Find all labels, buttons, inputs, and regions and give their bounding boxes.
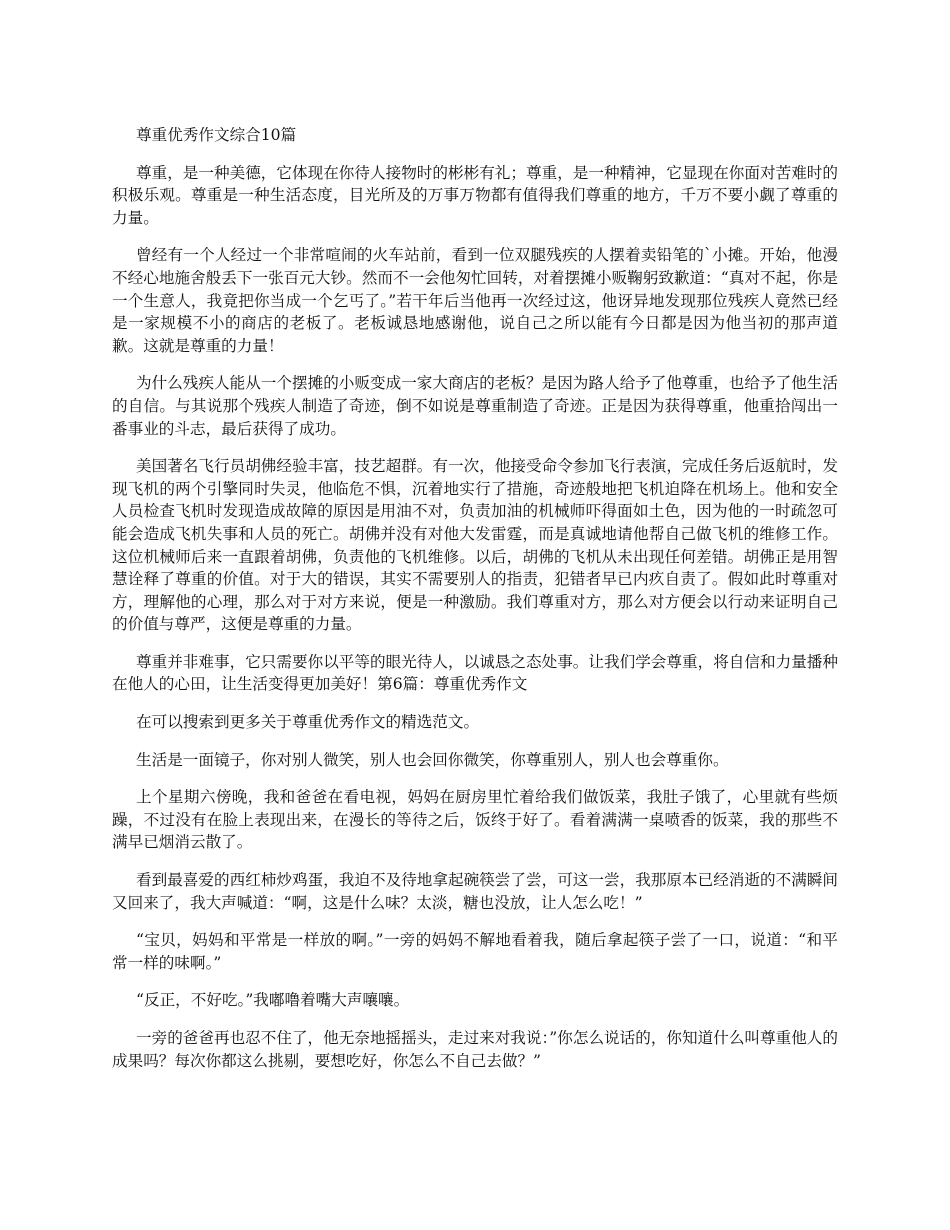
paragraph-9: 看到最喜爱的西红柿炒鸡蛋，我迫不及待地拿起碗筷尝了尝，可这一尝，我那原本已经消逝的不满瞬间又回来了，我大声喊道：“啊，这是什么味？太淡，糖也没放，让人怎么吃！” xyxy=(112,871,838,912)
paragraph-4: 美国著名飞行员胡佛经验丰富，技艺超群。有一次，他接受命令参加飞行表演，完成任务后返航时，发现飞机的两个引擎同时失灵，他临危不惧，沉着地实行了措施，奇迹般地把飞机迫降在机场上。他和安全人员检查飞机时发现造成故障的原因是用油不对，负责加油的机械师吓得面如土色，因为他的一时疏忽可能会造成飞机失事和人员的死亡。胡佛并没有对他大发雷霆，而是真诚地请他帮自己做飞机的维修工作。这位机械师后来一直跟着胡佛，负责他的飞机维修。以后，胡佛的飞机从未出现任何差错。胡佛正是用智慧诠释了尊重的价值。对于大的错误，其实不需要别人的指责，犯错者早已内疚自责了。假如此时尊重对方，理解他的心理，那么对于对方来说，便是一种激励。我们尊重对方，那么对方便会以行动来证明自己的价值与尊严，这便是尊重的力量。 xyxy=(112,457,838,634)
paragraph-2: 曾经有一个人经过一个非常喧闹的火车站前，看到一位双腿残疾的人摆着卖铅笔的`小摊。开始，他漫不经心地施舍般丢下一张百元大钞。然而不一会他匆忙回转，对着摆摊小贩鞠躬致歉道：“真对不起，你是一个生意人，我竟把你当成一个乞丐了。”若干年后当他再一次经过这，他讶异地发现那位残疾人竟然已经是一家规模不小的商店的老板了。老板诚恳地感谢他，说自己之所以能有今日都是因为他当初的那声道歉。这就是尊重的力量！ xyxy=(112,246,838,355)
paragraph-5: 尊重并非难事，它只需要你以平等的眼光待人，以诚恳之态处事。让我们学会尊重，将自信和力量播种在他人的心田，让生活变得更加美好！第6篇：尊重优秀作文 xyxy=(112,652,838,694)
paragraph-3: 为什么残疾人能从一个摆摊的小贩变成一家大商店的老板？是因为路人给予了他尊重，也给予了他生活的自信。与其说那个残疾人制造了奇迹，倒不如说是尊重制造了奇迹。正是因为获得尊重，他重拾闯出一番事业的斗志，最后获得了成功。 xyxy=(112,374,838,438)
paragraph-7: 生活是一面镜子，你对别人微笑，别人也会回你微笑，你尊重别人，别人也会尊重你。 xyxy=(136,750,729,769)
document-title: 尊重优秀作文综合10篇 xyxy=(136,126,297,144)
paragraph-8: 上个星期六傍晚，我和爸爸在看电视，妈妈在厨房里忙着给我们做饭菜，我肚子饿了，心里就有些烦躁，不过没有在脸上表现出来，在漫长的等待之后，饭终于好了。看着满满一桌喷香的饭菜，我的那些不满早已烟消云散了。 xyxy=(112,788,838,852)
paragraph-12: 一旁的爸爸再也忍不住了，他无奈地摇摇头，走过来对我说：”你怎么说话的，你知道什么叫尊重他人的成果吗？每次你都这么挑剔，要想吃好，你怎么不自己去做？” xyxy=(112,1029,838,1070)
paragraph-10: “宝贝，妈妈和平常是一样放的啊。”一旁的妈妈不解地看着我，随后拿起筷子尝了一口，说道：“和平常一样的味啊。” xyxy=(112,931,838,972)
paragraph-6: 在可以搜索到更多关于尊重优秀作文的精选范文。 xyxy=(136,713,480,732)
paragraph-1: 尊重，是一种美德，它体现在你待人接物时的彬彬有礼；尊重，是一种精神，它显现在你面对苦难时的积极乐观。尊重是一种生活态度，目光所及的万事万物都有值得我们尊重的地方，千万不要小觑了尊重的力量。 xyxy=(112,163,838,227)
document-page xyxy=(112,124,838,1087)
paragraph-11: “反正，不好吃。”我嘟噜着嘴大声嚷嚷。 xyxy=(136,991,410,1010)
